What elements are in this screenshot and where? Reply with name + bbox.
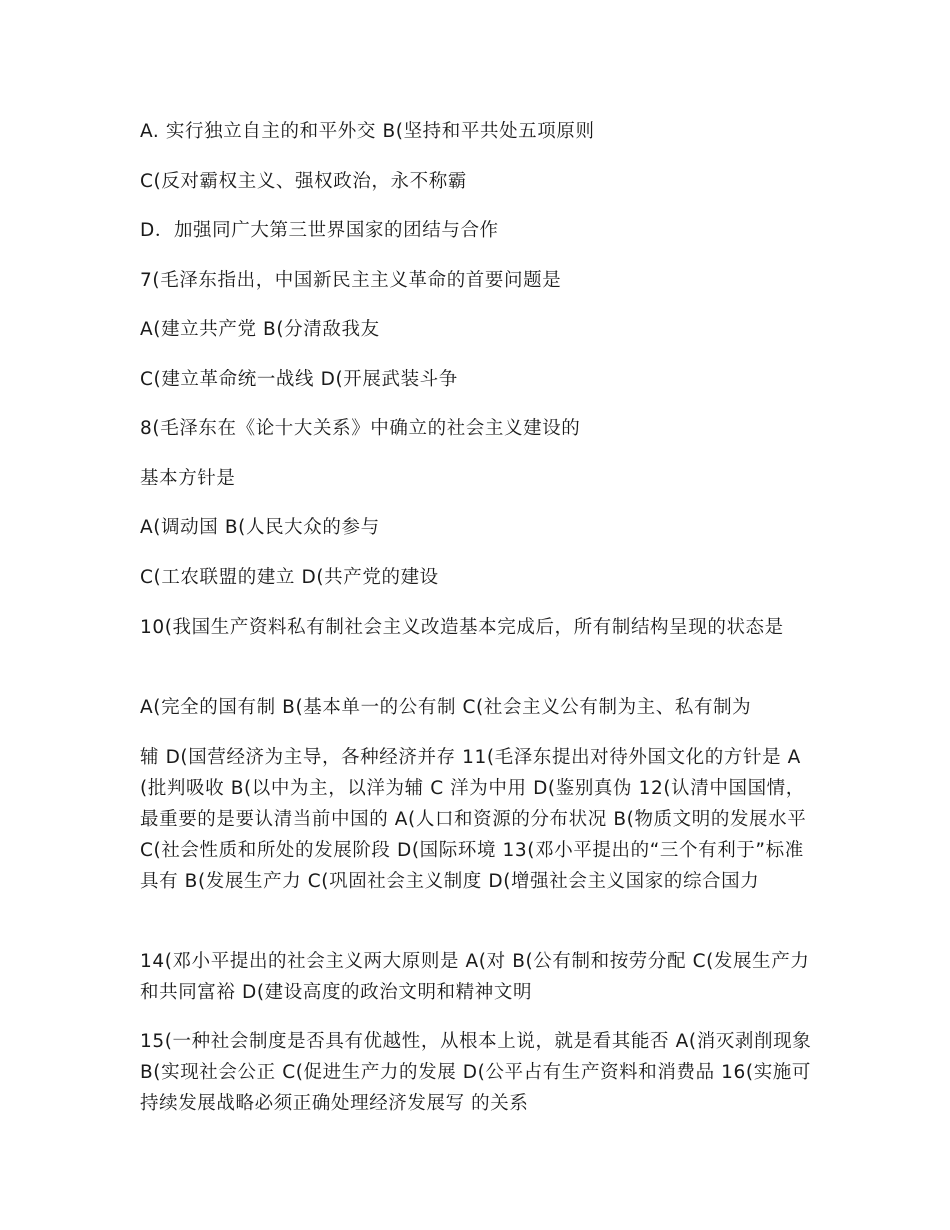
question-10-options: A(完全的国有制 B(基本单一的公有制 C(社会主义公有制为主、私有制为 bbox=[140, 697, 752, 718]
question-8-continued: 基本方针是 bbox=[140, 468, 236, 489]
question-7: 7(毛泽东指出，中国新民主主义革命的首要问题是 bbox=[140, 270, 562, 291]
question-7-options-c-d: C(建立革命统一战线 D(开展武装斗争 bbox=[140, 369, 458, 390]
question-8-options-a-b: A(调动国 B(人民大众的参与 bbox=[140, 517, 380, 538]
paragraph-option-d: D．加强同广大第三世界国家的团结与合作 bbox=[140, 220, 499, 241]
question-7-options-a-b: A(建立共产党 B(分清敌我友 bbox=[140, 319, 380, 340]
question-8: 8(毛泽东在《论十大关系》中确立的社会主义建设的 bbox=[140, 418, 581, 439]
question-10: 10(我国生产资料私有制社会主义改造基本完成后，所有制结构呈现的状态是 bbox=[140, 617, 784, 638]
paragraph-option-c: C(反对霸权主义、强权政治，永不称霸 bbox=[140, 171, 467, 192]
question-8-options-c-d: C(工农联盟的建立 D(共产党的建设 bbox=[140, 567, 439, 588]
question-14: 14(邓小平提出的社会主义两大原则是 A(对 B(公有制和按劳分配 C(发展生产力和共同富裕 D(建设高度的政治文明和精神文明 bbox=[140, 951, 810, 1003]
questions-11-13-block: 辅 D(国营经济为主导，各种经济并存 11(毛泽东提出对待外国文化的方针是 A(批判吸收 B(以中为主，以洋为辅 C 洋为中用 D(鉴别真伪 12(认清中国国情，最重要的是要认清当前中国的 A(人口和资源的分布状况 B(物质文明的发展水平 C(社会性质和所处的发展阶段 D(国际环境 13(邓小平提出的“三个有利于”标准具有 B(发展生产力 C(巩固社会主义制度 D(增强社会主义国家的综合国力 bbox=[140, 747, 807, 892]
questions-15-16-block: 15(一种社会制度是否具有优越性，从根本上说，就是看其能否 A(消灭剥削现象 B(实现社会公正 C(促进生产力的发展 D(公平占有生产资料和消费品 16(实施可持续发展战略必须正确处理经济发展写 的关系 bbox=[140, 1031, 812, 1114]
paragraph-option-a-b: A. 实行独立自主的和平外交 B(坚持和平共处五项原则 bbox=[140, 121, 595, 142]
